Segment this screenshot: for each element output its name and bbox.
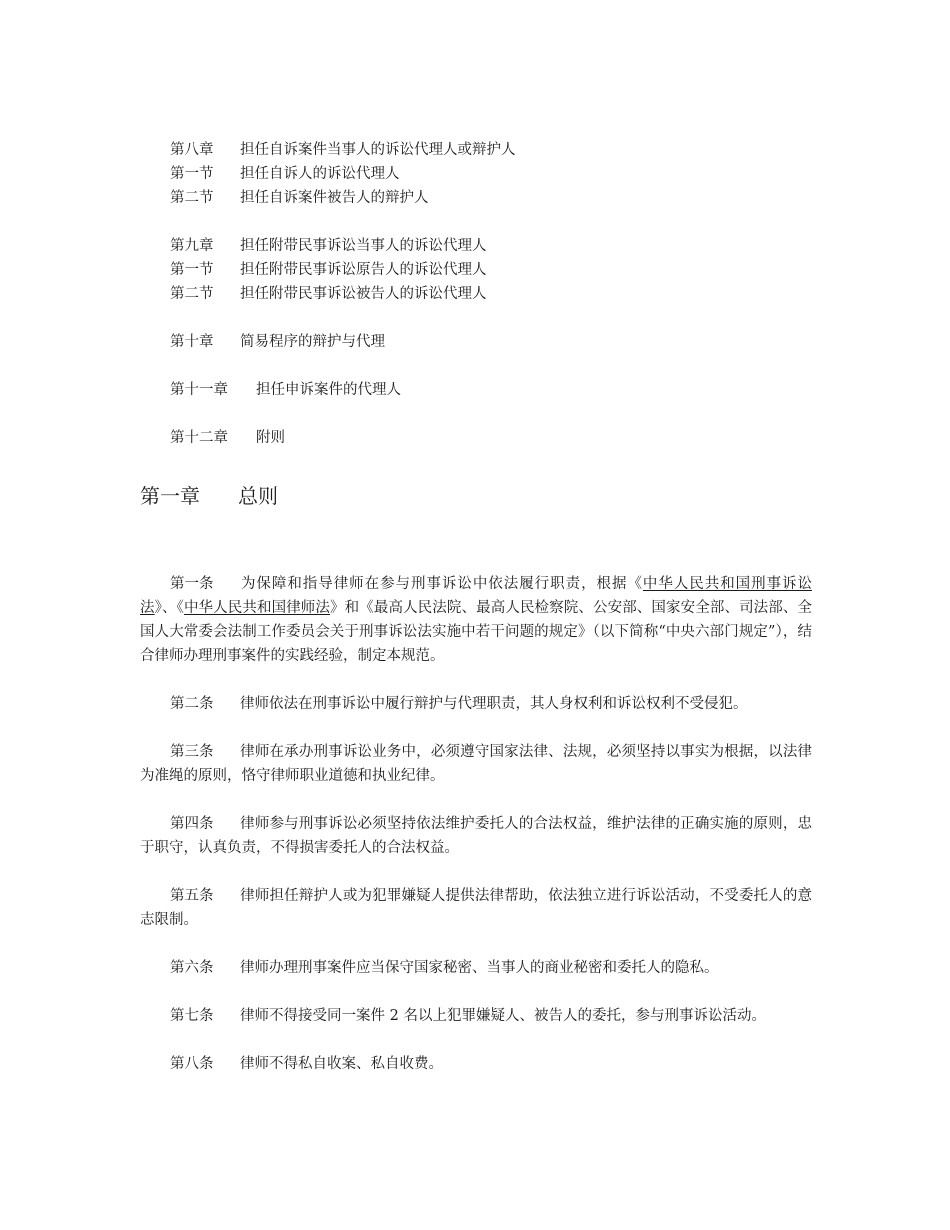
article-1 <box>140 572 812 668</box>
article-3 <box>140 740 812 788</box>
toc-entry-number: 第二节 <box>170 286 214 302</box>
article-7 <box>140 1004 812 1028</box>
toc-entry <box>170 426 870 450</box>
toc-spacer <box>170 210 870 234</box>
toc-entry-number: 第十一章 <box>170 382 228 398</box>
article-number: 第五条 <box>170 888 214 904</box>
toc-entry-title: 担任自诉人的诉讼代理人 <box>240 166 400 182</box>
toc-entry <box>170 282 870 306</box>
toc-entry <box>170 162 870 186</box>
article-number: 第七条 <box>170 1008 214 1024</box>
toc-entry-number: 第十二章 <box>170 430 228 446</box>
chapter-number: 第一章 <box>140 484 200 508</box>
article-text: 律师参与刑事诉讼必须坚持依法维护委托人的合法权益，维护法律的正确实施的原则，忠于职守，认真负责，不得损害委托人的合法权益。 <box>140 816 812 856</box>
chapter-name: 总则 <box>238 484 278 508</box>
law-link-criminal-procedure[interactable]: 中华人民共和国刑事诉讼法 <box>140 576 812 616</box>
toc-entry-title: 担任附带民事诉讼当事人的诉讼代理人 <box>240 238 487 254</box>
article-text: 律师依法在刑事诉讼中履行辩护与代理职责，其人身权利和诉讼权利不受侵犯。 <box>240 696 748 712</box>
article-text: 律师不得接受同一案件 2 名以上犯罪嫌疑人、被告人的委托，参与刑事诉讼活动。 <box>240 1008 766 1024</box>
toc-entry-number: 第八章 <box>170 142 214 158</box>
article-number: 第二条 <box>170 696 214 712</box>
article-text: 》和《最高人民法院、最高人民检察院、公安部、国家安全部、司法部、全国人大常委会法制工作委员会关于刑事诉讼法实施中若干问题的规定》（以下简称“中央六部门规定”），结合律师办理刑事案件的实践经验，制定本规范。 <box>140 600 813 664</box>
toc-entry-title: 担任自诉案件当事人的诉讼代理人或辩护人 <box>240 142 516 158</box>
table-of-contents <box>170 138 870 450</box>
chapter-heading <box>140 482 278 510</box>
toc-entry-number: 第十章 <box>170 334 214 350</box>
toc-entry-number: 第九章 <box>170 238 214 254</box>
toc-entry <box>170 234 870 258</box>
toc-entry-title: 简易程序的辩护与代理 <box>240 334 385 350</box>
law-link-lawyers-law[interactable]: 中华人民共和国律师法 <box>183 600 331 616</box>
toc-entry-title: 担任自诉案件被告人的辩护人 <box>240 190 429 206</box>
toc-entry <box>170 138 870 162</box>
article-text: 律师担任辩护人或为犯罪嫌疑人提供法律帮助，依法独立进行诉讼活动，不受委托人的意志限制。 <box>140 888 812 928</box>
article-number: 第一条 <box>170 576 214 592</box>
toc-entry-title: 担任附带民事诉讼被告人的诉讼代理人 <box>240 286 487 302</box>
toc-entry-title: 附则 <box>256 430 285 446</box>
article-2 <box>140 692 812 716</box>
toc-entry-title: 担任申诉案件的代理人 <box>256 382 401 398</box>
article-8 <box>140 1052 812 1076</box>
article-6 <box>140 956 812 980</box>
article-text: 》、《 <box>154 600 184 616</box>
article-text: 律师办理刑事案件应当保守国家秘密、当事人的商业秘密和委托人的隐私。 <box>240 960 719 976</box>
toc-entry <box>170 330 870 354</box>
toc-entry <box>170 186 870 210</box>
toc-spacer <box>170 306 870 330</box>
article-text: 为保障和指导律师在参与刑事诉讼中依法履行职责，根据《 <box>240 576 643 592</box>
toc-entry <box>170 378 870 402</box>
article-5 <box>140 884 812 932</box>
toc-entry-number: 第一节 <box>170 262 214 278</box>
toc-entry <box>170 258 870 282</box>
article-text: 律师不得私自收案、私自收费。 <box>240 1056 443 1072</box>
toc-entry-number: 第一节 <box>170 166 214 182</box>
toc-entry-title: 担任附带民事诉讼原告人的诉讼代理人 <box>240 262 487 278</box>
article-number: 第四条 <box>170 816 214 832</box>
article-text: 律师在承办刑事诉讼业务中，必须遵守国家法律、法规，必须坚持以事实为根据，以法律为准绳的原则，恪守律师职业道德和执业纪律。 <box>140 744 812 784</box>
article-number: 第八条 <box>170 1056 214 1072</box>
toc-entry-number: 第二节 <box>170 190 214 206</box>
article-list <box>140 572 812 1100</box>
article-number: 第六条 <box>170 960 214 976</box>
article-4 <box>140 812 812 860</box>
toc-spacer <box>170 354 870 378</box>
toc-spacer <box>170 402 870 426</box>
article-number: 第三条 <box>170 744 214 760</box>
